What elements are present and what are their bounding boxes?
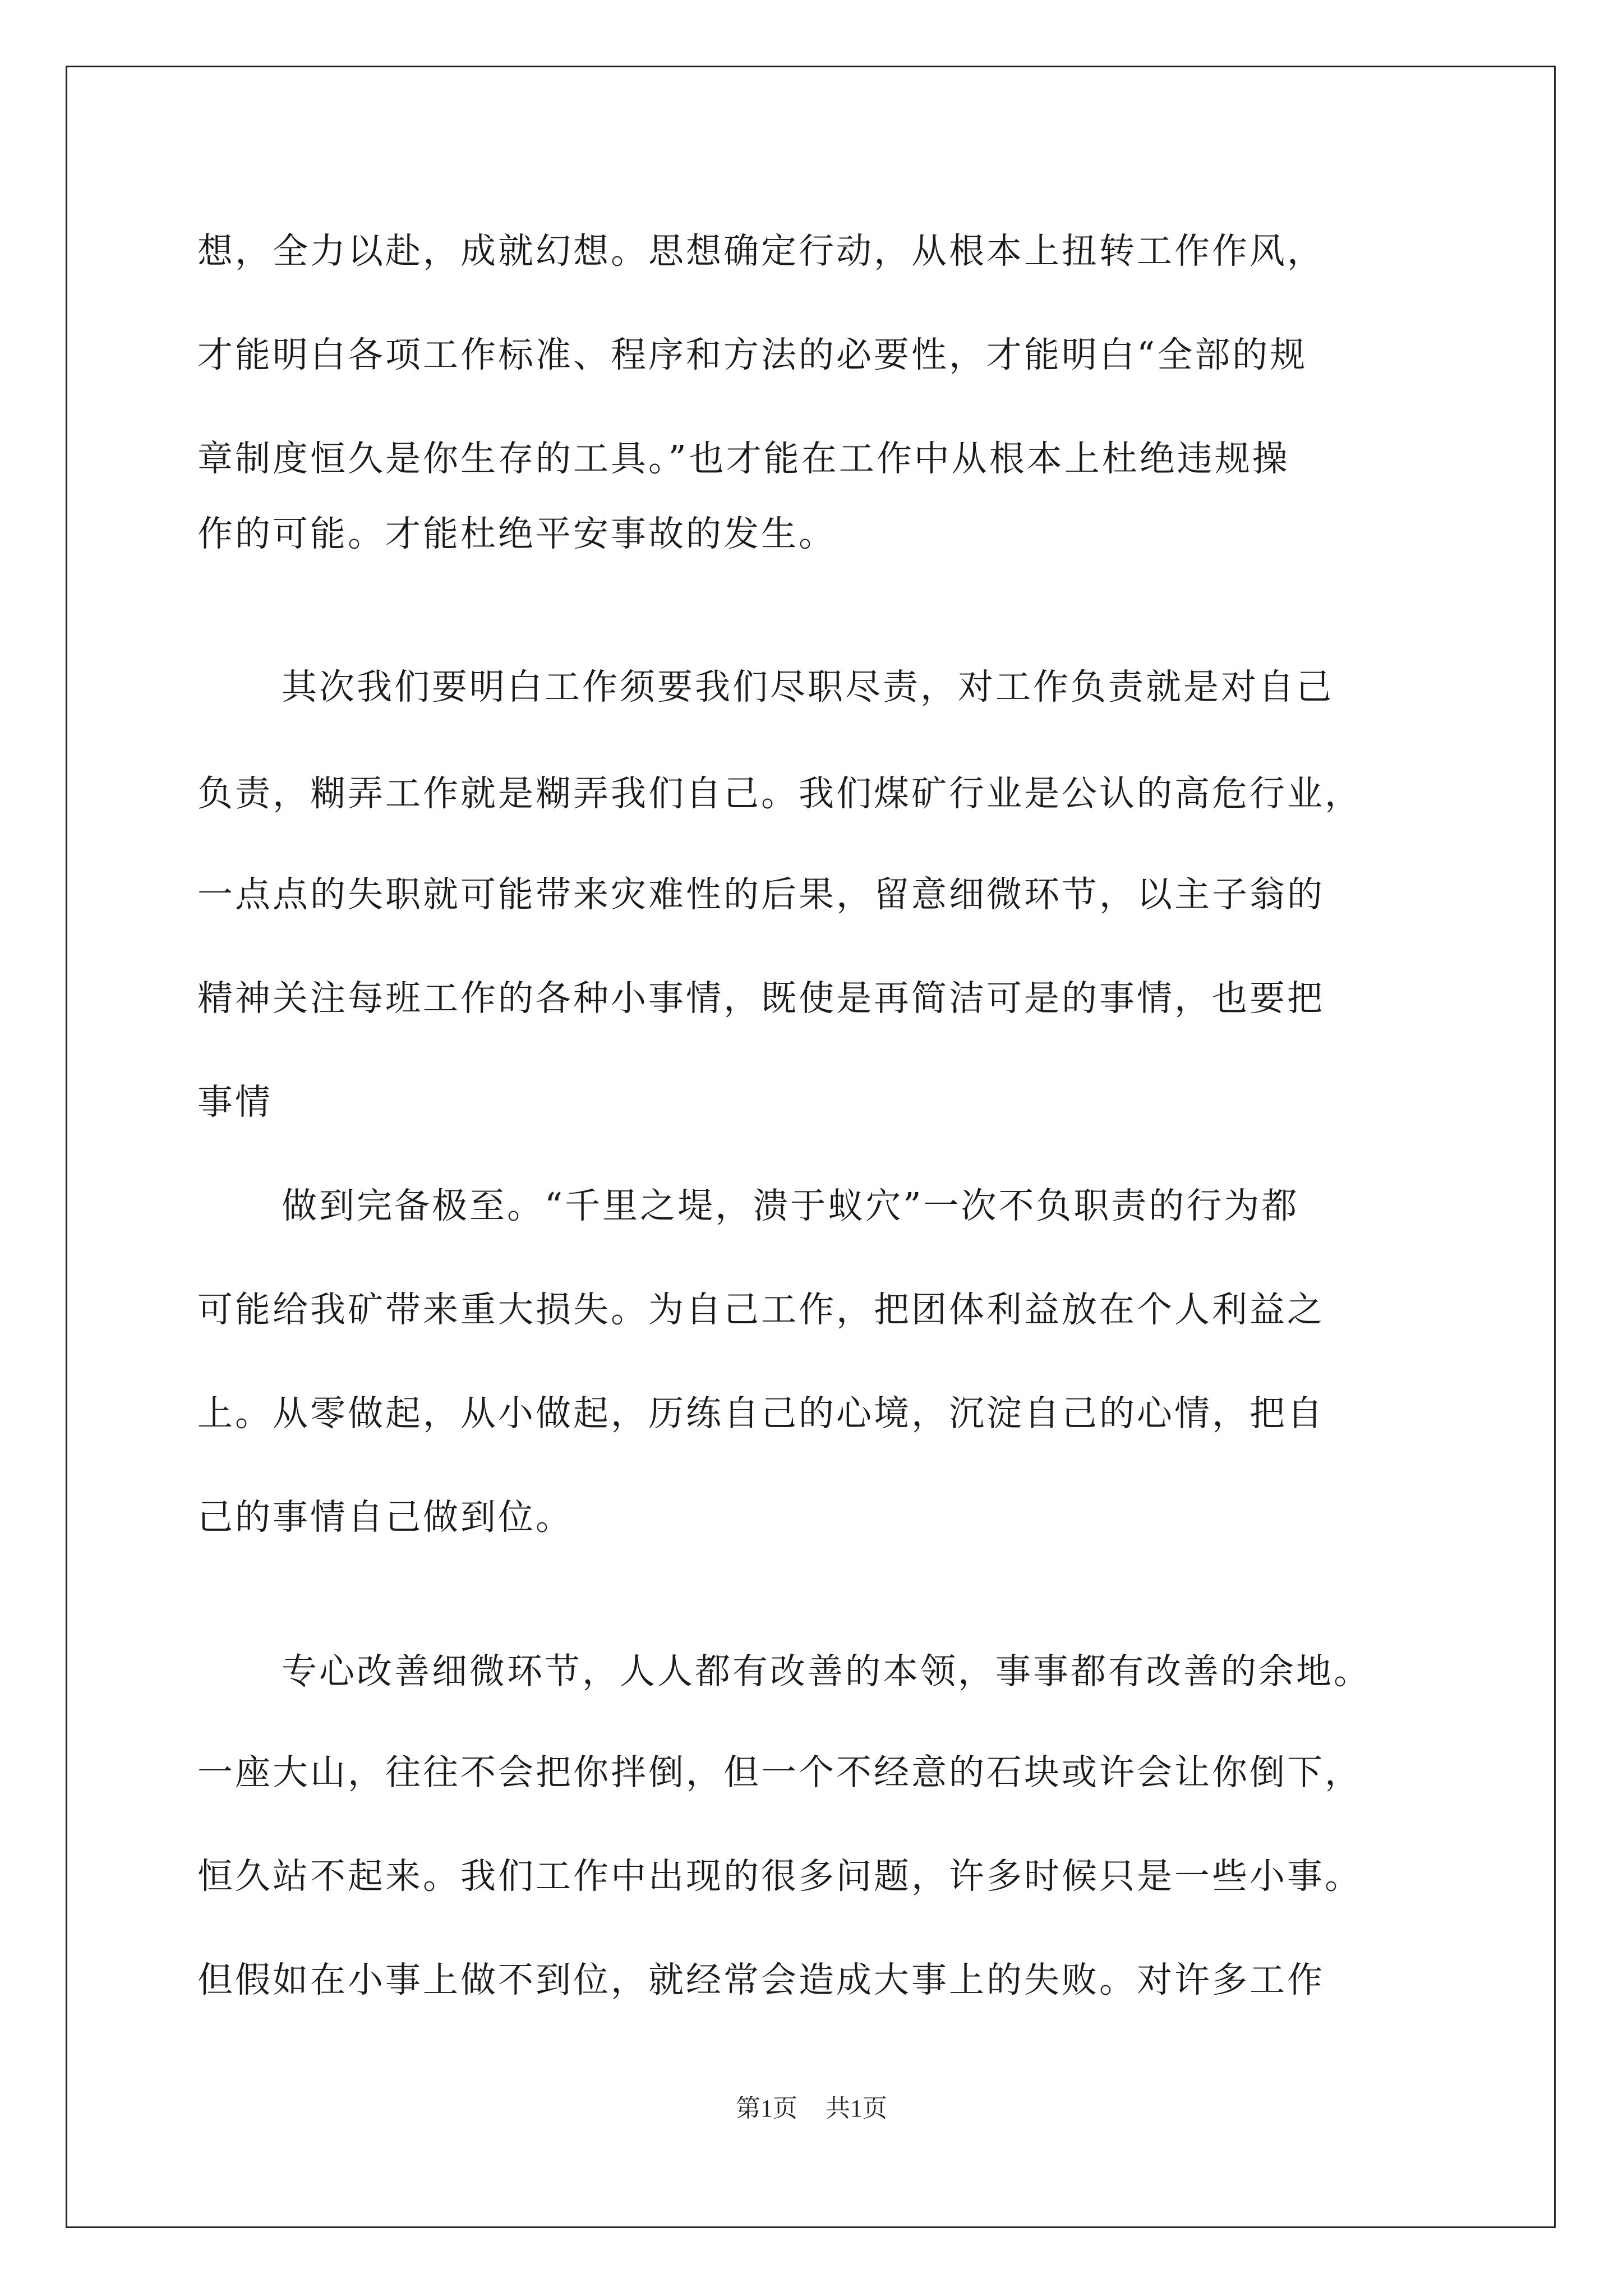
text-line: 负责，糊弄工作就是糊弄我们自己。我们煤矿行业是公认的高危行业， (197, 773, 1362, 814)
page-footer (0, 2092, 1623, 2125)
text-line: 可能给我矿带来重大损失。为自己工作，把团体利益放在个人利益之 (197, 1289, 1325, 1330)
text-line: 想，全力以赴，成就幻想。思想确定行动，从根本上扭转工作作风， (197, 231, 1325, 272)
text-line: 上。从零做起，从小做起，历练自己的心境，沉淀自己的心情，把自 (197, 1393, 1325, 1434)
text-line: 恒久站不起来。我们工作中出现的很多问题，许多时候只是一些小事。 (197, 1856, 1362, 1897)
text-line: 一座大山，往往不会把你拌倒，但一个不经意的石块或许会让你倒下， (197, 1752, 1362, 1793)
text-line: 做到完备极至。“千里之堤，溃于蚁穴”一次不负职责的行为都 (282, 1185, 1299, 1226)
text-line: 精神关注每班工作的各种小事情，既使是再简洁可是的事情，也要把 (197, 978, 1325, 1019)
text-line: 一点点的失职就可能带来灾难性的后果，留意细微环节，以主子翁的 (197, 874, 1325, 915)
text-line: 己的事情自己做到位。 (197, 1497, 573, 1538)
page-total: 共1页 (826, 2095, 887, 2122)
page-number: 第1页 (736, 2095, 797, 2122)
text-line: 其次我们要明白工作须要我们尽职尽责，对工作负责就是对自己 (282, 666, 1334, 707)
text-line: 才能明白各项工作标准、程序和方法的必要性，才能明白“全部的规 (197, 334, 1308, 375)
text-line: 作的可能。才能杜绝平安事故的发生。 (197, 513, 836, 554)
text-line: 章制度恒久是你生存的工具。”也才能在工作中从根本上杜绝违规操 (197, 438, 1290, 479)
page-border (66, 66, 1556, 2228)
text-line: 专心改善细微环节，人人都有改善的本领，事事都有改善的余地。 (282, 1651, 1371, 1692)
text-line: 事情 (197, 1082, 273, 1122)
text-line: 但假如在小事上做不到位，就经常会造成大事上的失败。对许多工作 (197, 1959, 1325, 2000)
